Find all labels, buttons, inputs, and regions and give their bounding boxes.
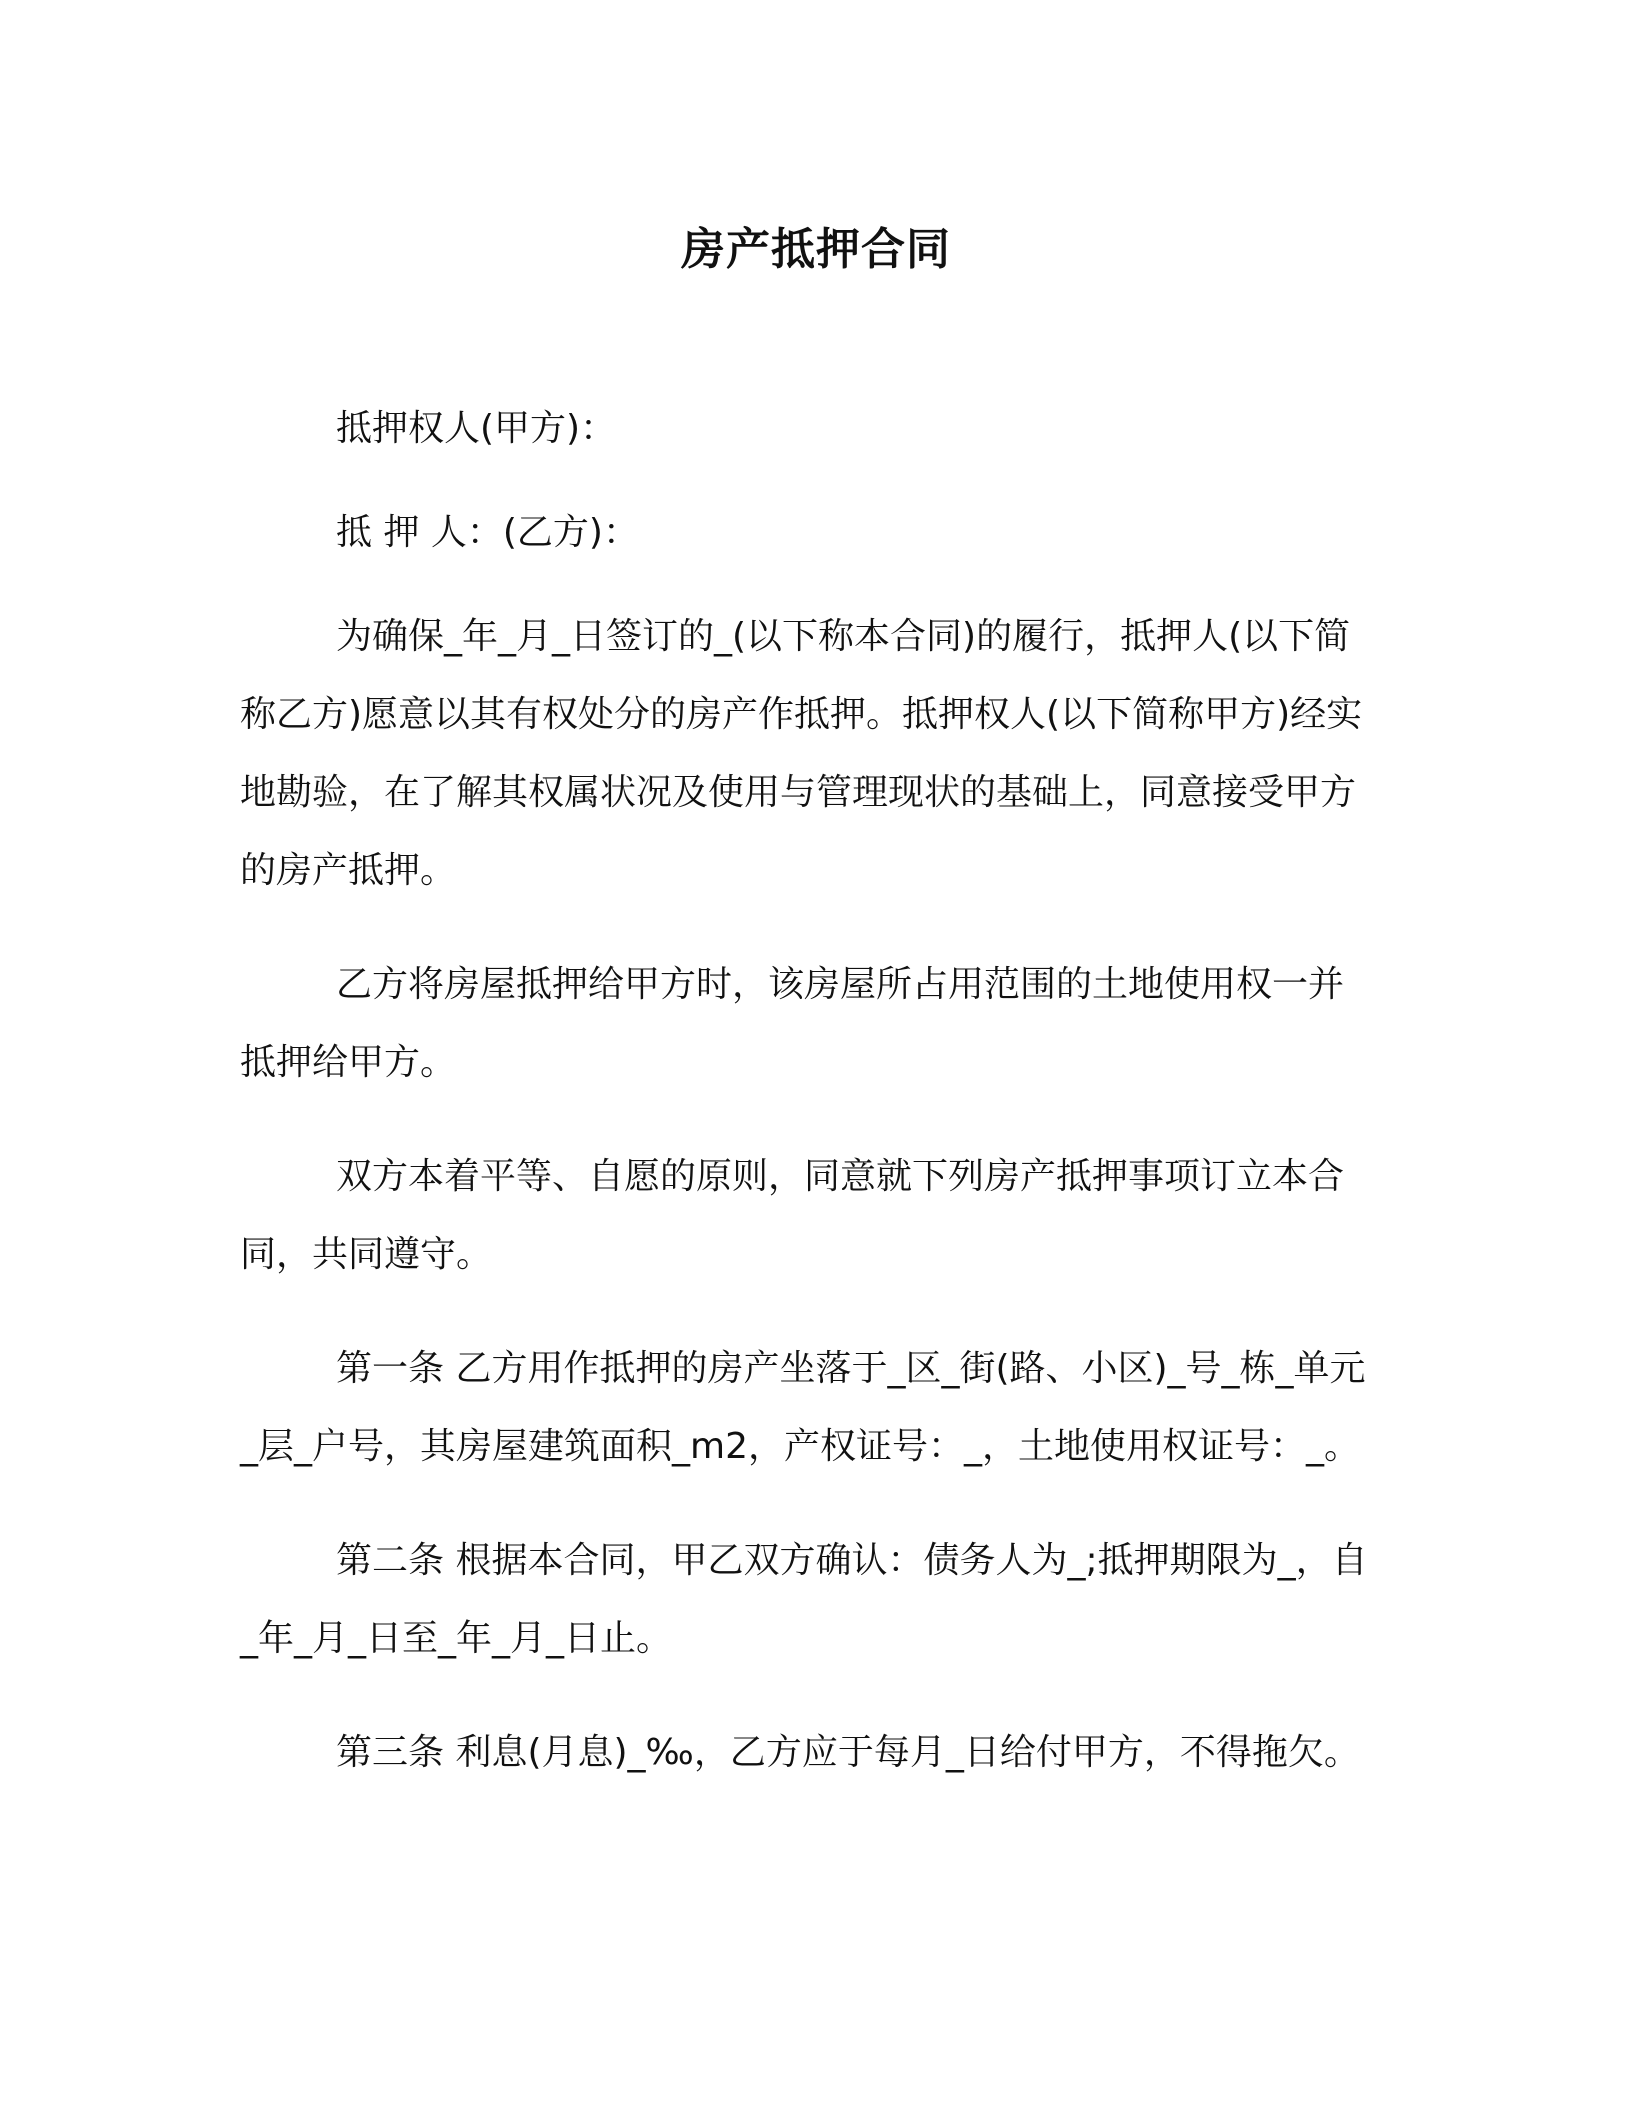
intro-paragraph: 为确保_年_月_日签订的_(以下称本合同)的履行，抵押人(以下简称乙方)愿意以其有权处分的房产作抵押。抵押权人(以下简称甲方)经实地勘验，在了解其权属状况及使用与管理现状的基础上，同意接受甲方的房产抵押。: [240, 616, 1363, 891]
article-3: 第三条 利息(月息)_‰，乙方应于每月_日给付甲方，不得拖欠。: [336, 1732, 1360, 1773]
article-1: 第一条 乙方用作抵押的房产坐落于_区_街(路、小区)_号_栋_单元_层_户号，其房屋建筑面积_m2，产权证号：_，土地使用权证号：_。: [240, 1348, 1366, 1467]
mortgagor-line: 抵 押 人：(乙方)：: [336, 512, 639, 553]
land-use-paragraph: 乙方将房屋抵押给甲方时，该房屋所占用范围的土地使用权一并抵押给甲方。: [240, 964, 1345, 1083]
mortgagee-line: 抵押权人(甲方)：: [336, 408, 617, 449]
principle-paragraph: 双方本着平等、自愿的原则，同意就下列房产抵押事项订立本合同，共同遵守。: [240, 1156, 1345, 1275]
document-title: 房产抵押合同: [681, 224, 951, 275]
document-body: [240, 390, 1378, 1828]
article-2: 第二条 根据本合同，甲乙双方确认：债务人为_;抵押期限为_，自_年_月_日至_年_月_日止。: [240, 1540, 1368, 1659]
